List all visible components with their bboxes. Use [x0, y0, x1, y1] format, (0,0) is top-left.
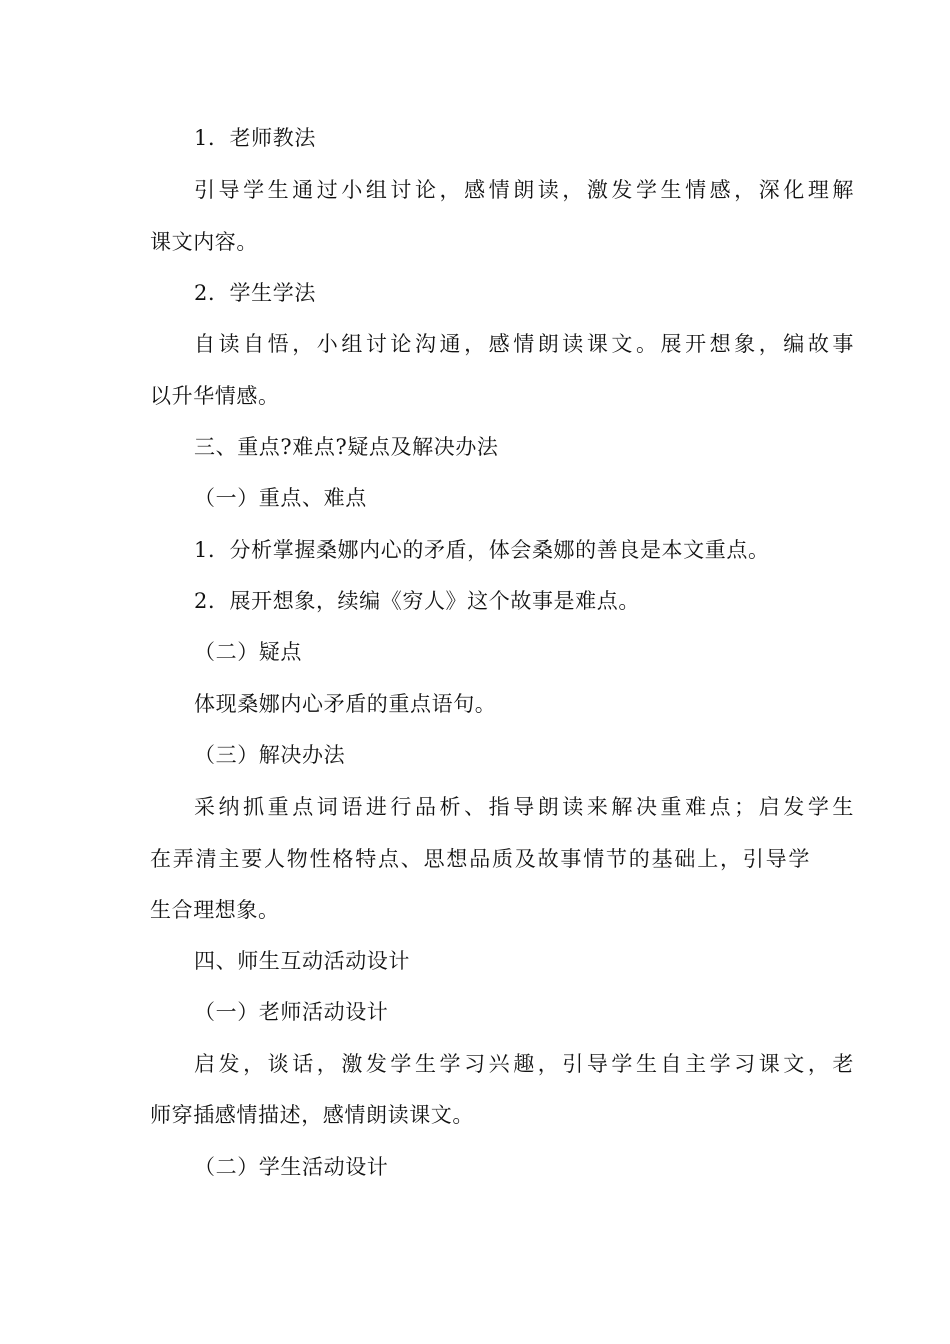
- paragraph-line: 启发，谈话，激发学生学习兴趣，引导学生自主学习课文，老: [194, 1052, 854, 1076]
- paragraph-line: 在弄清主要人物性格特点、思想品质及故事情节的基础上，引导学: [150, 847, 810, 871]
- list-item: 2．展开想象，续编《穷人》这个故事是难点。: [194, 589, 640, 613]
- heading-teacher-method: 1．老师教法: [194, 126, 316, 150]
- heading-student-method: 2．学生学法: [194, 281, 316, 305]
- paragraph-line: 引导学生通过小组讨论，感情朗读，激发学生情感，深化理解: [194, 178, 854, 202]
- paragraph-line: 体现桑娜内心矛盾的重点语句。: [194, 692, 497, 716]
- section-heading-3: 三、重点?难点?疑点及解决办法: [194, 435, 499, 459]
- subheading-key-points: （一）重点、难点: [194, 486, 367, 510]
- subheading-solution: （三）解决办法: [194, 743, 346, 767]
- paragraph-line: 以升华情感。: [150, 384, 280, 408]
- paragraph-line: 生合理想象。: [150, 898, 280, 922]
- paragraph-line: 课文内容。: [150, 230, 258, 254]
- section-heading-4: 四、师生互动活动设计: [194, 949, 410, 973]
- paragraph-line: 采纳抓重点词语进行品析、指导朗读来解决重难点；启发学生: [194, 795, 854, 819]
- subheading-teacher-activity: （一）老师活动设计: [194, 1000, 389, 1024]
- paragraph-line: 师穿插感情描述，感情朗读课文。: [150, 1103, 474, 1127]
- subheading-doubt: （二）疑点: [194, 640, 302, 664]
- paragraph-line: 自读自悟，小组讨论沟通，感情朗读课文。展开想象，编故事: [194, 332, 854, 356]
- subheading-student-activity: （二）学生活动设计: [194, 1155, 389, 1179]
- list-item: 1．分析掌握桑娜内心的矛盾，体会桑娜的善良是本文重点。: [194, 538, 770, 562]
